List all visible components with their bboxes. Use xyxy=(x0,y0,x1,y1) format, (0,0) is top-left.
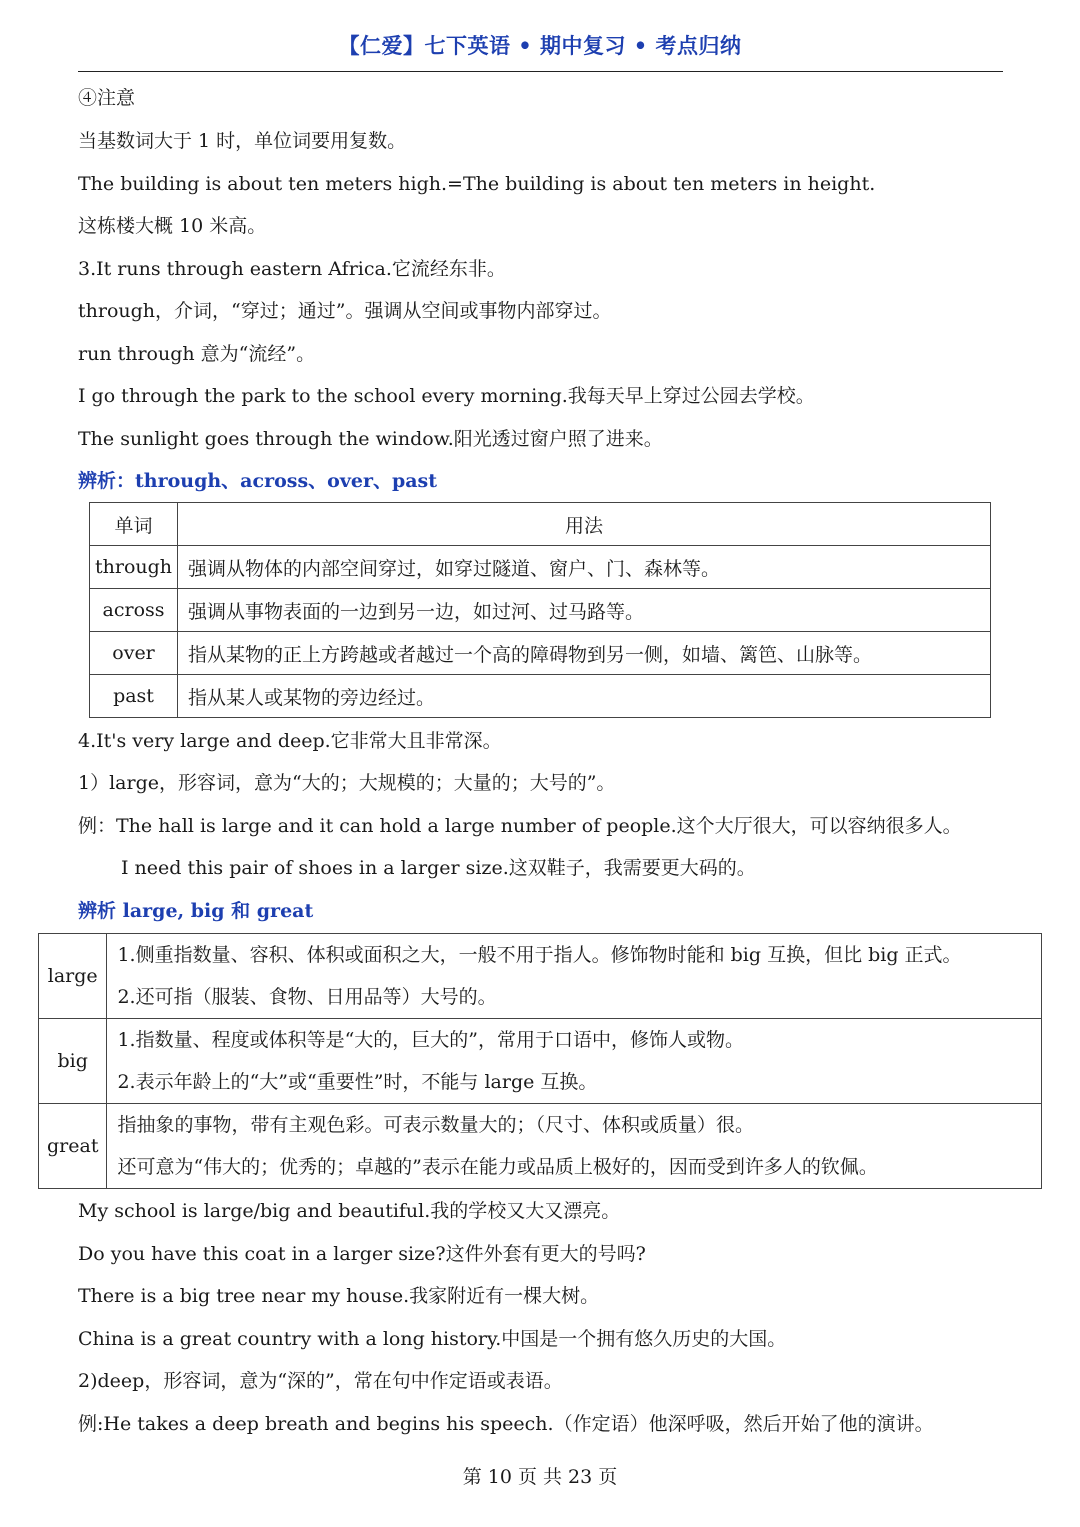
usage-line: 1.指数量、程度或体积等是“大的，巨大的”，常用于口语中，修饰人或物。 xyxy=(117,1029,745,1051)
header-divider xyxy=(78,71,1003,72)
usage-cell xyxy=(107,934,1042,1019)
usage-cell xyxy=(107,1104,1042,1189)
usage-line: 1.侧重指数量、容积、体积或面积之大，一般不用于指人。修饰物时能和 big 互换，但比 big 正式。 xyxy=(117,944,962,966)
paragraph: I go through the park to the school every morning.我每天早上穿过公园去学校。 xyxy=(78,385,815,407)
usage-cell: 指从某物的正上方跨越或者越过一个高的障碍物到另一侧，如墙、篱笆、山脉等。 xyxy=(178,632,991,675)
table-row xyxy=(90,546,991,589)
paragraph: China is a great country with a long history.中国是一个拥有悠久历史的大国。 xyxy=(78,1328,787,1350)
word-cell: great xyxy=(39,1104,107,1189)
paragraph: 2)deep，形容词，意为“深的”，常在句中作定语或表语。 xyxy=(78,1370,563,1392)
usage-cell: 强调从物体的内部空间穿过，如穿过隧道、窗户、门、森林等。 xyxy=(178,546,991,589)
table-row xyxy=(39,1104,1042,1189)
paragraph: 这栋楼大概 10 米高。 xyxy=(78,215,267,237)
paragraph: There is a big tree near my house.我家附近有一棵大树。 xyxy=(78,1285,600,1307)
column-header-word: 单词 xyxy=(90,503,178,546)
usage-cell: 强调从事物表面的一边到另一边，如过河、过马路等。 xyxy=(178,589,991,632)
paragraph: through，介词，“穿过；通过”。强调从空间或事物内部穿过。 xyxy=(78,300,612,322)
usage-cell: 指从某人或某物的旁边经过。 xyxy=(178,675,991,718)
page-number: 第 10 页 共 23 页 xyxy=(462,1466,618,1488)
paragraph: My school is large/big and beautiful.我的学校又大又漂亮。 xyxy=(78,1200,621,1222)
paragraph: 1）large，形容词，意为“大的；大规模的；大量的；大号的”。 xyxy=(78,772,616,794)
table-row xyxy=(90,675,991,718)
comparison-table-prepositions xyxy=(89,502,991,718)
usage-line: 2.表示年龄上的“大”或“重要性”时，不能与 large 互换。 xyxy=(117,1071,598,1093)
word-cell: over xyxy=(90,632,178,675)
paragraph: Do you have this coat in a larger size?这件外套有更大的号吗? xyxy=(78,1243,646,1265)
usage-line: 指抽象的事物，带有主观色彩。可表示数量大的；（尺寸、体积或质量）很。 xyxy=(117,1114,754,1136)
table-row xyxy=(39,1019,1042,1104)
word-cell: past xyxy=(90,675,178,718)
analysis-heading: 辨析：through、across、over、past xyxy=(78,470,438,492)
table-row xyxy=(90,589,991,632)
paragraph: 4.It's very large and deep.它非常大且非常深。 xyxy=(78,730,502,752)
analysis-heading: 辨析 large, big 和 great xyxy=(78,900,314,922)
usage-cell xyxy=(107,1019,1042,1104)
column-header-usage: 用法 xyxy=(178,503,991,546)
paragraph: 例：The hall is large and it can hold a large number of people.这个大厅很大，可以容纳很多人。 xyxy=(78,815,962,837)
word-cell: big xyxy=(39,1019,107,1104)
table-row xyxy=(39,934,1042,1019)
word-cell: across xyxy=(90,589,178,632)
paragraph: 当基数词大于 1 时，单位词要用复数。 xyxy=(78,130,407,152)
paragraph: The building is about ten meters high.=The building is about ten meters in height. xyxy=(78,173,876,195)
table-header-row xyxy=(90,503,991,546)
paragraph: run through 意为“流经”。 xyxy=(78,343,316,365)
paragraph: The sunlight goes through the window.阳光透过窗户照了进来。 xyxy=(78,428,663,450)
word-cell: through xyxy=(90,546,178,589)
usage-line: 还可意为“伟大的；优秀的；卓越的”表示在能力或品质上极好的，因而受到许多人的钦佩。 xyxy=(117,1156,878,1178)
usage-line: 2.还可指（服装、食物、日用品等）大号的。 xyxy=(117,986,497,1008)
paragraph: ④注意 xyxy=(78,87,136,109)
word-cell: large xyxy=(39,934,107,1019)
paragraph: 3.It runs through eastern Africa.它流经东非。 xyxy=(78,258,506,280)
paragraph: 例:He takes a deep breath and begins his speech.（作定语）他深呼吸，然后开始了他的演讲。 xyxy=(78,1413,934,1435)
page-header-title: 【仁爱】七下英语 • 期中复习 • 考点归纳 xyxy=(338,33,742,58)
paragraph: I need this pair of shoes in a larger size.这双鞋子，我需要更大码的。 xyxy=(121,857,756,879)
comparison-table-large-big-great xyxy=(38,933,1042,1189)
table-row xyxy=(90,632,991,675)
